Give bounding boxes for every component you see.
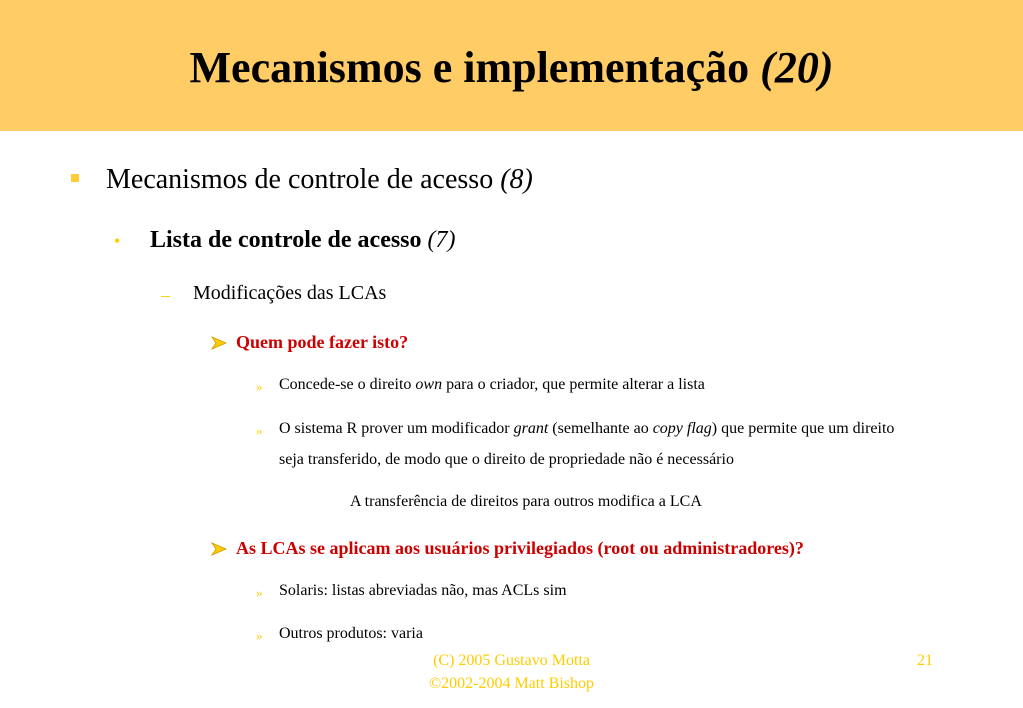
- raquo-bullet-icon: »: [256, 585, 263, 600]
- bullet-level3: Modificações das LCAs: [193, 282, 387, 304]
- dot-bullet-icon: •: [114, 231, 121, 251]
- raquo-bullet-icon: »: [256, 628, 263, 643]
- sub-item-grant-line2: seja transferido, de modo que o direito de propriedade não é necessário: [279, 451, 734, 468]
- arrow-bullet-icon: [211, 542, 227, 556]
- bullet-level1-text: Mecanismos de controle de acesso: [106, 164, 501, 195]
- footer-copyright-2: ©2002-2004 Matt Bishop: [428, 675, 595, 692]
- raquo-bullet-icon: »: [256, 423, 263, 438]
- sub-item-grant-mid: (semelhante ao: [548, 420, 653, 437]
- slide-title-text: Mecanismos e implementação: [189, 43, 750, 92]
- sub-item-grant-pre: O sistema R prover um modificador: [279, 420, 514, 437]
- raquo-bullet-icon: »: [256, 379, 263, 394]
- footer-copyright-1: (C) 2005 Gustavo Motta: [433, 652, 590, 669]
- slide-title: [0, 38, 1023, 98]
- slide-title-number: (20): [760, 43, 834, 92]
- sub-item-own-pre: Concede-se o direito: [279, 376, 416, 393]
- sub-item-grant-post: ) que permite que um direito: [711, 420, 895, 437]
- bullet-level2-number: (7): [427, 227, 456, 253]
- sub-item-solaris: Solaris: listas abreviadas não, mas ACLs sim: [279, 582, 567, 599]
- note-text: A transferência de direitos para outros modifica a LCA: [350, 493, 702, 510]
- bullet-level2: [150, 227, 456, 254]
- question-2: As LCAs se aplicam aos usuários privilegiados (root ou administradores)?: [236, 538, 804, 558]
- dash-bullet-icon: –: [161, 285, 170, 305]
- bullet-level1: [106, 164, 533, 196]
- sub-item-grant: [279, 420, 894, 438]
- bullet-level1-number: (8): [500, 164, 533, 195]
- arrow-bullet-icon: [211, 336, 227, 350]
- sub-item-grant-em2: copy flag: [652, 420, 712, 437]
- sub-item-own-em: own: [415, 376, 443, 393]
- sub-item-own: [279, 376, 705, 394]
- sub-item-outros: Outros produtos: varia: [279, 625, 423, 642]
- sub-item-grant-em1: grant: [513, 420, 549, 437]
- bullet-level2-text: Lista de controle de acesso: [150, 227, 428, 253]
- sub-item-own-post: para o criador, que permite alterar a lista: [442, 376, 705, 393]
- page-number: 21: [917, 652, 933, 669]
- square-bullet-icon: [71, 174, 79, 182]
- question-1: Quem pode fazer isto?: [236, 332, 409, 352]
